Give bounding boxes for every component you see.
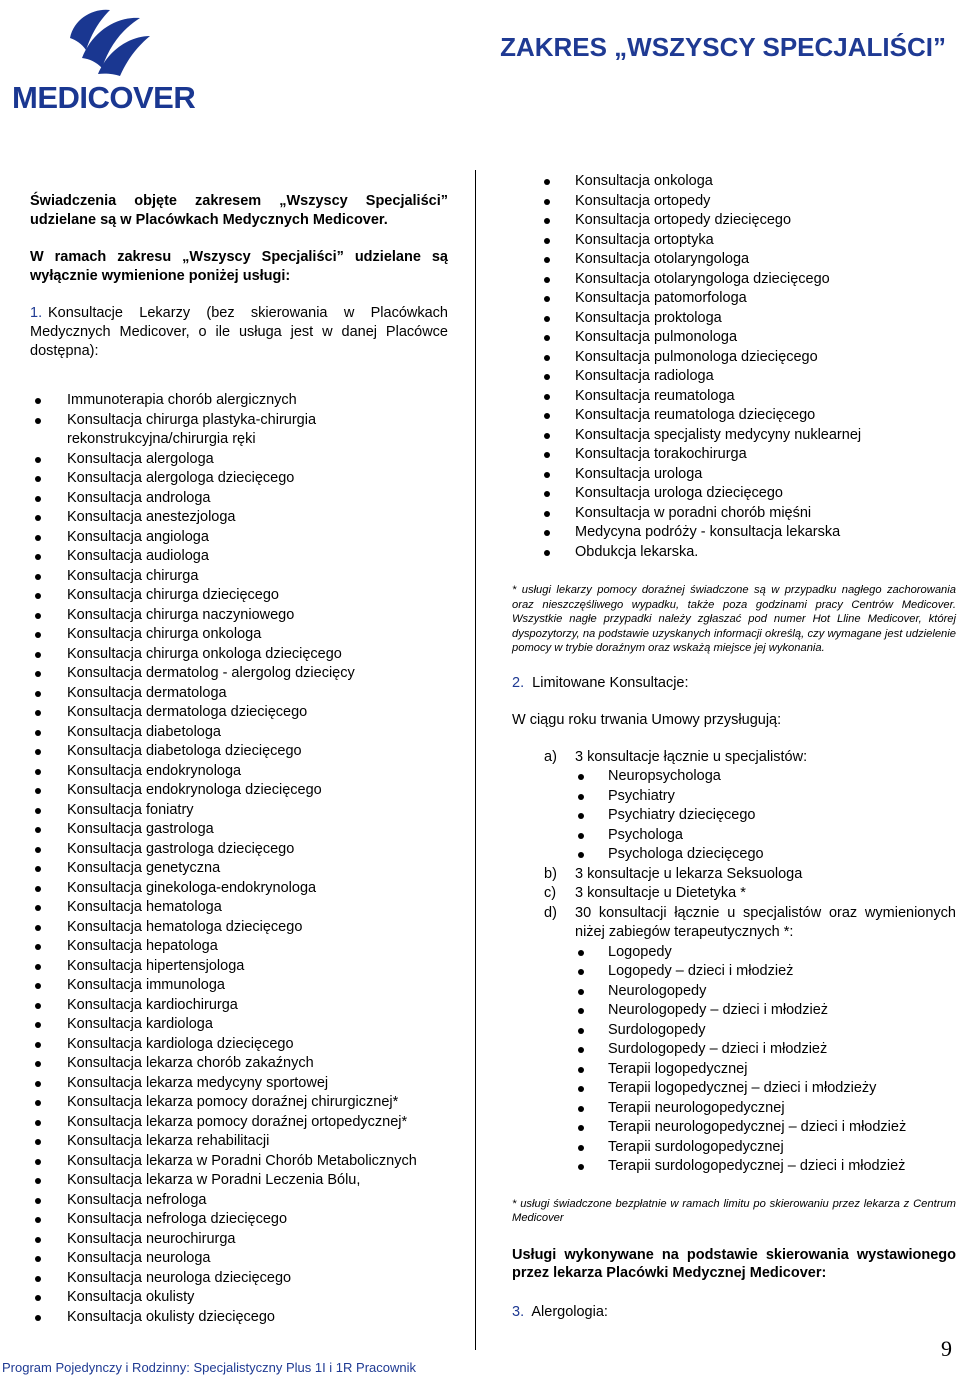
limit-a (512, 748, 956, 768)
point-2-title: Limitowane Konsultacje: (532, 674, 689, 691)
list-item: Konsultacja neurologa dziecięcego (30, 1269, 448, 1289)
list-item: Konsultacja otolaryngologa dziecięcego (512, 270, 956, 290)
list-item: Konsultacja pulmonologa (512, 328, 956, 348)
list-item: Konsultacja reumatologa (512, 387, 956, 407)
list-item: Konsultacja proktologa (512, 309, 956, 329)
therapy-item: Surdologopedy (512, 1021, 956, 1041)
list-item: Konsultacja chirurga naczyniowego (30, 606, 448, 626)
list-item: Konsultacja nefrologa dziecięcego (30, 1210, 448, 1230)
therapy-item: Logopedy – dzieci i młodzież (512, 962, 956, 982)
limit-b-letter: b) (544, 865, 557, 882)
specialist-item: Neuropsychologa (512, 767, 956, 787)
list-item: Konsultacja hepatologa (30, 937, 448, 957)
list-item: Konsultacja lekarza rehabilitacji (30, 1132, 448, 1152)
page-number: 9 (941, 1336, 952, 1361)
therapy-item: Terapii surdologopedycznej – dzieci i młodzież (512, 1157, 956, 1177)
list-item: Konsultacja pulmonologa dziecięcego (512, 348, 956, 368)
column-divider (475, 170, 476, 1350)
list-item: Konsultacja diabetologa (30, 723, 448, 743)
list-item: Konsultacja gastrologa dziecięcego (30, 840, 448, 860)
list-item: Konsultacja okulisty dziecięcego (30, 1308, 448, 1328)
list-item: Konsultacja ginekologa-endokrynologa (30, 879, 448, 899)
list-item: Konsultacja lekarza medycyny sportowej (30, 1074, 448, 1094)
right-column (512, 172, 956, 1322)
list-item: Konsultacja ortopedy (512, 192, 956, 212)
list-item: Konsultacja ortopedy dziecięcego (512, 211, 956, 231)
limit-a-text: 3 konsultacje łącznie u specjalistów: (575, 748, 808, 765)
list-item: Konsultacja ortoptyka (512, 231, 956, 251)
list-item: Konsultacja chirurga onkologa dziecięcego (30, 645, 448, 665)
list-item: Konsultacja nefrologa (30, 1191, 448, 1211)
list-item: Konsultacja foniatry (30, 801, 448, 821)
list-item: Konsultacja urologa (512, 465, 956, 485)
list-item: Konsultacja reumatologa dziecięcego (512, 406, 956, 426)
emergency-note: * usługi lekarzy pomocy doraźnej świadczone są w przypadku nagłego zachorowania oraz nieszczęśliwego wypadku, także poza godzinami pracy Centrów Medicover. Wszystkie nagłe przypadki należy zgłaszać pod numer Hot Lline Medicover, której dyspozytorzy, na podstawie uzyskanych informacji określą, czy wymagane jest udzielenie pomocy w trybie doraźnym oraz wskażą miejsce jej wykonania. (512, 584, 956, 654)
list-item: Konsultacja dermatologa dziecięcego (30, 703, 448, 723)
list-item: Konsultacja specjalisty medycyny nuklearnej (512, 426, 956, 446)
intro-paragraph-1: Świadczenia objęte zakresem „Wszyscy Specjaliści” udzielane są w Placówkach Medycznych Medicover. (30, 193, 448, 228)
limit-d-text: 30 konsultacji łącznie u specjalistów oraz wymienionych niżej zabiegów terapeutycznych *: (575, 904, 956, 940)
free-services-note: * usługi świadczone bezpłatnie w ramach limitu po skierowaniu przez lekarza z Centrum Medicover (512, 1197, 956, 1224)
list-item: Konsultacja w poradni chorób mięśni (512, 504, 956, 524)
right-consultation-list (512, 172, 956, 562)
limit-d-list (512, 943, 956, 1177)
limit-c-text: 3 konsultacje u Dietetyka * (575, 885, 746, 901)
specialist-item: Psychologa dziecięcego (512, 845, 956, 865)
medicover-logo (12, 6, 212, 115)
list-item: Obdukcja lekarska. (512, 543, 956, 563)
list-item: Immunoterapia chorób alergicznych (30, 391, 448, 411)
therapy-item: Terapii surdologopedycznej (512, 1138, 956, 1158)
limit-c-letter: c) (544, 885, 557, 901)
therapy-item: Neurologopedy (512, 982, 956, 1002)
limit-d (512, 904, 956, 943)
page-title: ZAKRES „WSZYSCY SPECJALIŚCI” (500, 32, 946, 62)
list-item: Konsultacja chirurga dziecięcego (30, 586, 448, 606)
point-1-number: 1. (30, 305, 43, 321)
list-item: Konsultacja androloga (30, 489, 448, 509)
therapy-item: Surdologopedy – dzieci i młodzież (512, 1040, 956, 1060)
point-3-title: Alergologia: (531, 1303, 608, 1320)
list-item: Konsultacja lekarza chorób zakaźnych (30, 1054, 448, 1074)
therapy-item: Terapii logopedycznej (512, 1060, 956, 1080)
limit-b-text: 3 konsultacje u lekarza Seksuologa (575, 865, 803, 882)
list-item: Konsultacja hematologa dziecięcego (30, 918, 448, 938)
limit-a-letter: a) (544, 748, 557, 765)
list-item: Konsultacja hematologa (30, 898, 448, 918)
point-1-text: Konsultacje Lekarzy (bez skierowania w Placówkach Medycznych Medicover, o ile usługa jest w danej Placówce dostępna): (30, 305, 448, 359)
specialist-item: Psychiatry (512, 787, 956, 807)
list-item: Medycyna podróży - konsultacja lekarska (512, 523, 956, 543)
logo-wordmark: MEDICOVER (12, 80, 196, 115)
list-item: Konsultacja alergologa (30, 450, 448, 470)
list-item: Konsultacja radiologa (512, 367, 956, 387)
specialist-item: Psychiatry dziecięcego (512, 806, 956, 826)
point-3-number: 3. (512, 1303, 525, 1320)
point-2-heading (512, 674, 956, 693)
point-1 (30, 304, 448, 361)
list-item: Konsultacja lekarza w Poradni Leczenia Bólu, (30, 1171, 448, 1191)
left-consultation-list (30, 391, 448, 1327)
list-item: Konsultacja angiologa (30, 528, 448, 548)
list-item: Konsultacja genetyczna (30, 859, 448, 879)
list-item: Konsultacja anestezjologa (30, 508, 448, 528)
footer-program-name: Program Pojedynczy i Rodzinny: Specjalistyczny Plus 1I i 1R Pracownik (2, 1360, 417, 1375)
limit-a-list (512, 767, 956, 865)
point-3-heading (512, 1303, 956, 1322)
list-item: Konsultacja endokrynologa dziecięcego (30, 781, 448, 801)
list-item: Konsultacja lekarza w Poradni Chorób Metabolicznych (30, 1152, 448, 1172)
therapy-item: Logopedy (512, 943, 956, 963)
list-item: Konsultacja audiologa (30, 547, 448, 567)
list-item: Konsultacja gastrologa (30, 820, 448, 840)
list-item: Konsultacja onkologa (512, 172, 956, 192)
list-item: Konsultacja hipertensjologa (30, 957, 448, 977)
left-column (30, 192, 448, 1327)
list-item: Konsultacja kardiologa (30, 1015, 448, 1035)
list-item: Konsultacja endokrynologa (30, 762, 448, 782)
list-item: Konsultacja chirurga (30, 567, 448, 587)
therapy-item: Terapii neurologopedycznej – dzieci i młodzież (512, 1118, 956, 1138)
list-item: Konsultacja lekarza pomocy doraźnej ortopedycznej* (30, 1113, 448, 1133)
point-2-intro: W ciągu roku trwania Umowy przysługują: (512, 711, 782, 728)
medicover-logo-mark (12, 6, 212, 86)
list-item: Konsultacja chirurga onkologa (30, 625, 448, 645)
list-item: Konsultacja neurologa (30, 1249, 448, 1269)
limit-d-letter: d) (544, 904, 557, 921)
list-item: Konsultacja urologa dziecięcego (512, 484, 956, 504)
list-item: Konsultacja kardiologa dziecięcego (30, 1035, 448, 1055)
limit-c (512, 884, 956, 904)
therapy-item: Neurologopedy – dzieci i młodzież (512, 1001, 956, 1021)
referral-services-heading: Usługi wykonywane na podstawie skierowania wystawionego przez lekarza Placówki Medycznej Medicover: (512, 1246, 956, 1281)
list-item: Konsultacja alergologa dziecięcego (30, 469, 448, 489)
list-item: Konsultacja dermatologa (30, 684, 448, 704)
list-item: Konsultacja kardiochirurga (30, 996, 448, 1016)
therapy-item: Terapii logopedycznej – dzieci i młodzieży (512, 1079, 956, 1099)
list-item: Konsultacja otolaryngologa (512, 250, 956, 270)
list-item: Konsultacja chirurga plastyka-chirurgia rekonstrukcyjna/chirurgia ręki (30, 411, 448, 450)
intro-paragraph-2: W ramach zakresu „Wszyscy Specjaliści” udzielane są wyłącznie wymienione poniżej usługi: (30, 249, 448, 284)
list-item: Konsultacja torakochirurga (512, 445, 956, 465)
list-item: Konsultacja patomorfologa (512, 289, 956, 309)
list-item: Konsultacja lekarza pomocy doraźnej chirurgicznej* (30, 1093, 448, 1113)
list-item: Konsultacja neurochirurga (30, 1230, 448, 1250)
point-2-number: 2. (512, 674, 525, 691)
limit-b (512, 865, 956, 885)
list-item: Konsultacja immunologa (30, 976, 448, 996)
therapy-item: Terapii neurologopedycznej (512, 1099, 956, 1119)
list-item: Konsultacja dermatolog - alergolog dziecięcy (30, 664, 448, 684)
specialist-item: Psychologa (512, 826, 956, 846)
list-item: Konsultacja okulisty (30, 1288, 448, 1308)
list-item: Konsultacja diabetologa dziecięcego (30, 742, 448, 762)
